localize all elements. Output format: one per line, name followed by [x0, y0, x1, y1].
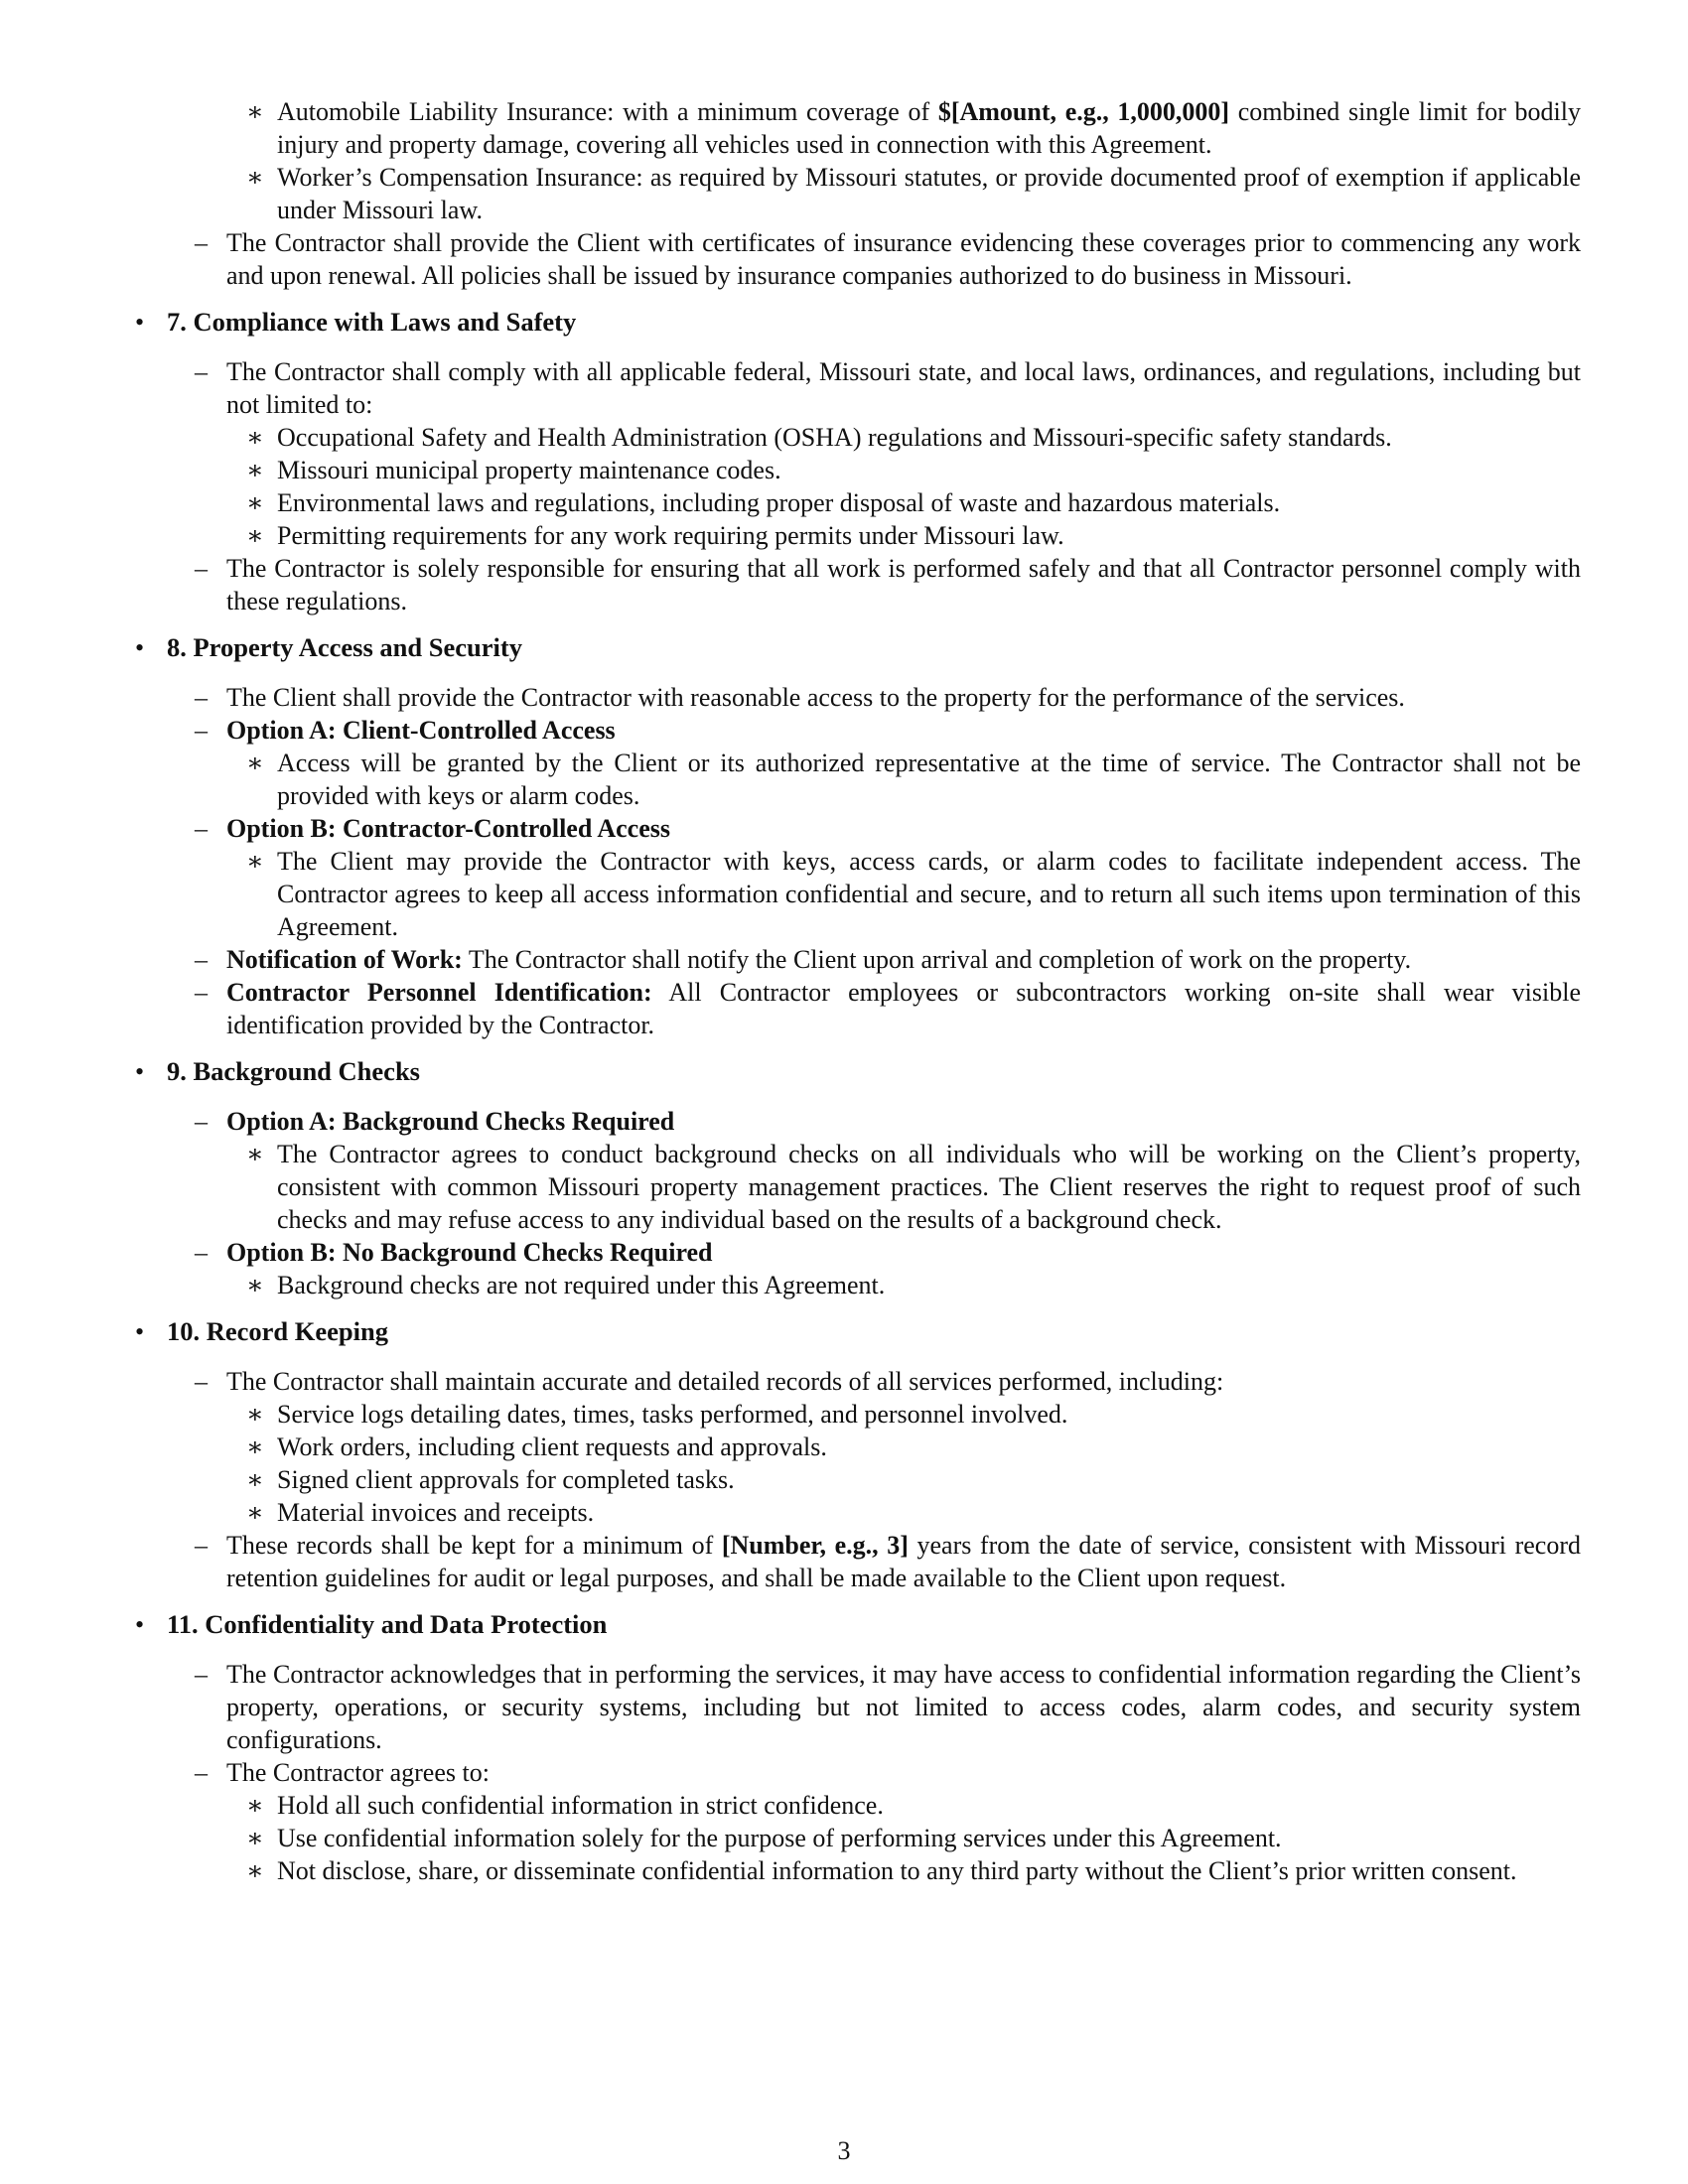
sub-list-item [277, 1431, 827, 1463]
text-run: The Contractor shall notify the Client upon arrival and completion of work on the property. [462, 945, 1412, 974]
dash-bullet-icon: – [195, 716, 208, 745]
list-item [226, 1756, 490, 1789]
text-run: Automobile Liability Insurance: with a minimum coverage of [277, 97, 938, 126]
asterisk-bullet-icon: ∗ [246, 847, 264, 876]
text-run: All Contractor employees or subcontractors working on-site shall wear visible identification provided by the Contractor. [226, 978, 1581, 1039]
sub-list-item [277, 1789, 884, 1822]
sub-list-item [277, 454, 781, 486]
text-run: Not disclose, share, or disseminate confidential information to any third party without the Client’s prior written consent. [277, 1856, 1517, 1885]
text-run: Access will be granted by the Client or its authorized representative at the time of service. The Contractor shall not be provided with keys or alarm codes. [277, 749, 1581, 810]
list-item [226, 226, 1581, 292]
list-item [226, 1236, 713, 1269]
section-heading [167, 306, 576, 339]
text-run: Use confidential information solely for the purpose of performing services under this Agreement. [277, 1824, 1282, 1852]
asterisk-bullet-icon: ∗ [246, 1433, 264, 1461]
bold-text: 11. Confidentiality and Data Protection [167, 1609, 608, 1639]
bold-text: 8. Property Access and Security [167, 632, 522, 662]
list-item [226, 976, 1581, 1041]
sub-list-item [277, 747, 1581, 812]
asterisk-bullet-icon: ∗ [246, 1140, 264, 1168]
text-run: The Contractor acknowledges that in performing the services, it may have access to confidential information regarding the Client’s property, operations, or security systems, including but not limited to access codes, alarm codes, and security system configurations. [226, 1660, 1581, 1754]
bold-text: 10. Record Keeping [167, 1316, 389, 1346]
text-run: combined single limit for bodily injury and property damage, covering all vehicles used in connection with this Agreement. [277, 97, 1581, 159]
text-run: The Contractor shall comply with all applicable federal, Missouri state, and local laws, ordinances, and regulations, including but not limited to: [226, 357, 1581, 419]
text-run: Environmental laws and regulations, including proper disposal of waste and hazardous materials. [277, 488, 1281, 517]
dash-bullet-icon: – [195, 945, 208, 974]
dash-bullet-icon: – [195, 228, 208, 257]
sub-list-item [277, 486, 1280, 519]
dash-bullet-icon: – [195, 1238, 208, 1267]
bold-text: [Number, e.g., 3] [721, 1531, 909, 1560]
asterisk-bullet-icon: ∗ [246, 163, 264, 192]
bold-text: Option A: Background Checks Required [226, 1107, 675, 1136]
text-run: The Client may provide the Contractor with keys, access cards, or alarm codes to facilitate independent access. The Contractor agrees to keep all access information confidential and secure, and to return all such items upon termination of this Agreement. [277, 847, 1581, 941]
bold-text: Option B: Contractor-Controlled Access [226, 814, 671, 843]
list-item [226, 943, 1411, 976]
sub-list-item [277, 1138, 1581, 1236]
text-run: Permitting requirements for any work requiring permits under Missouri law. [277, 521, 1064, 550]
text-run: Hold all such confidential information in strict confidence. [277, 1791, 884, 1820]
text-run: Missouri municipal property maintenance codes. [277, 456, 781, 484]
text-run: The Contractor agrees to conduct background checks on all individuals who will be working on the Client’s property, consistent with common Missouri property management practices. The Client reserves the right to request proof of such checks and may refuse access to any individual based on the results of a background check. [277, 1140, 1581, 1234]
sub-list-item [277, 1463, 735, 1496]
list-item [226, 552, 1581, 617]
list-item [226, 681, 1405, 714]
sub-list-item [277, 421, 1392, 454]
text-run: The Client shall provide the Contractor with reasonable access to the property for the performance of the services. [226, 683, 1405, 712]
sub-list-item [277, 519, 1064, 552]
list-item [226, 714, 616, 747]
asterisk-bullet-icon: ∗ [246, 1791, 264, 1820]
dash-bullet-icon: – [195, 1107, 208, 1136]
text-run: Worker’s Compensation Insurance: as required by Missouri statutes, or provide documented proof of exemption if applicable under Missouri law. [277, 163, 1581, 224]
text-run: Material invoices and receipts. [277, 1498, 595, 1527]
dash-bullet-icon: – [195, 1758, 208, 1787]
asterisk-bullet-icon: ∗ [246, 1465, 264, 1494]
dash-bullet-icon: – [195, 1660, 208, 1689]
list-item [226, 1105, 674, 1138]
text-run: Service logs detailing dates, times, tasks performed, and personnel involved. [277, 1400, 1068, 1429]
asterisk-bullet-icon: ∗ [246, 1856, 264, 1885]
text-run: Background checks are not required under this Agreement. [277, 1271, 886, 1299]
bold-text: $[Amount, e.g., 1,000,000] [937, 97, 1230, 126]
sub-list-item [277, 1398, 1067, 1431]
section-heading [167, 631, 522, 664]
dash-bullet-icon: – [195, 683, 208, 712]
bold-text: 7. Compliance with Laws and Safety [167, 307, 577, 337]
section-heading [167, 1608, 607, 1641]
dash-bullet-icon: – [195, 978, 208, 1007]
bold-text: 9. Background Checks [167, 1056, 420, 1086]
text-run: The Contractor is solely responsible for ensuring that all work is performed safely and that all Contractor personnel comply with these regulations. [226, 554, 1581, 615]
asterisk-bullet-icon: ∗ [246, 1271, 264, 1299]
list-item [226, 1658, 1581, 1756]
sub-list-item [277, 845, 1581, 943]
asterisk-bullet-icon: ∗ [246, 97, 264, 126]
text-run: Occupational Safety and Health Administration (OSHA) regulations and Missouri-specific safety standards. [277, 423, 1392, 452]
asterisk-bullet-icon: ∗ [246, 423, 264, 452]
bullet-icon: • [135, 633, 145, 662]
asterisk-bullet-icon: ∗ [246, 1400, 264, 1429]
dash-bullet-icon: – [195, 357, 208, 386]
bold-text: Option B: No Background Checks Required [226, 1238, 713, 1267]
dash-bullet-icon: – [195, 1367, 208, 1396]
bullet-icon: • [135, 1610, 145, 1639]
bullet-icon: • [135, 308, 145, 337]
text-run: Signed client approvals for completed tasks. [277, 1465, 735, 1494]
text-run: These records shall be kept for a minimum of [226, 1531, 722, 1560]
asterisk-bullet-icon: ∗ [246, 1824, 264, 1852]
page-number: 3 [837, 2136, 851, 2165]
list-item [226, 355, 1581, 421]
list-item [226, 1529, 1581, 1594]
dash-bullet-icon: – [195, 814, 208, 843]
section-heading [167, 1055, 420, 1088]
asterisk-bullet-icon: ∗ [246, 521, 264, 550]
bold-text: Notification of Work: [226, 945, 463, 974]
dash-bullet-icon: – [195, 1531, 208, 1560]
list-item [226, 1365, 1223, 1398]
text-run: years from the date of service, consistent with Missouri record retention guidelines for audit or legal purposes, and shall be made available to the Client upon request. [226, 1531, 1581, 1592]
sub-list-item [277, 1496, 594, 1529]
asterisk-bullet-icon: ∗ [246, 488, 264, 517]
section-heading [167, 1315, 388, 1348]
bold-text: Contractor Personnel Identification: [226, 978, 652, 1007]
bullet-icon: • [135, 1317, 145, 1346]
sub-list-item [277, 1822, 1282, 1854]
text-run: The Contractor shall maintain accurate and detailed records of all services performed, including: [226, 1367, 1224, 1396]
bold-text: Option A: Client-Controlled Access [226, 716, 616, 745]
dash-bullet-icon: – [195, 554, 208, 583]
asterisk-bullet-icon: ∗ [246, 1498, 264, 1527]
sub-list-item [277, 1854, 1516, 1887]
asterisk-bullet-icon: ∗ [246, 456, 264, 484]
sub-list-item [277, 95, 1581, 161]
sub-list-item [277, 1269, 885, 1301]
asterisk-bullet-icon: ∗ [246, 749, 264, 777]
text-run: Work orders, including client requests and approvals. [277, 1433, 827, 1461]
bullet-icon: • [135, 1057, 145, 1086]
sub-list-item [277, 161, 1581, 226]
text-run: The Contractor agrees to: [226, 1758, 490, 1787]
list-item [226, 812, 670, 845]
text-run: The Contractor shall provide the Client with certificates of insurance evidencing these coverages prior to commencing any work and upon renewal. All policies shall be issued by insurance companies authorized to do business in Missouri. [226, 228, 1581, 290]
